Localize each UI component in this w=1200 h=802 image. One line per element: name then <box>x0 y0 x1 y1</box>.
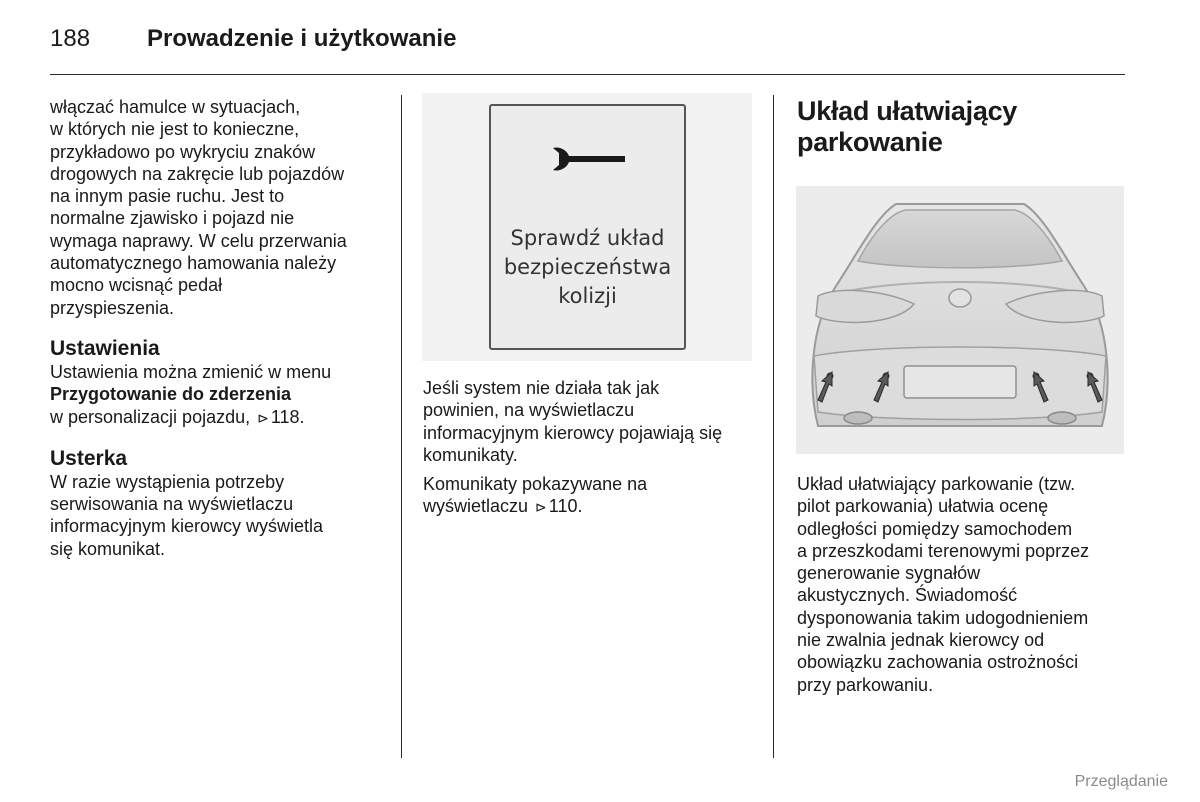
heading-parking-assist <box>797 96 1127 158</box>
text-line: wyświetlaczu <box>423 496 529 517</box>
heading-fault: Usterka <box>50 446 128 470</box>
paragraph-fault <box>50 471 390 560</box>
column-middle <box>423 377 758 526</box>
text-line: przykładowo po wykryciu znaków <box>50 141 316 162</box>
header-rule <box>50 74 1125 75</box>
heading-line: parkowanie <box>797 127 943 157</box>
text-line: mocno wcisnąć pedał <box>50 275 223 296</box>
text-line: Układ ułatwiający parkowanie (tzw. <box>797 474 1076 494</box>
paragraph-settings <box>50 361 390 429</box>
display-figure <box>422 93 752 361</box>
text-line: Jeśli system nie działa tak jak <box>423 378 660 398</box>
text-line: informacyjnym kierowcy wyświetla <box>50 516 324 537</box>
text-line: odległości pomiędzy samochodem <box>797 518 1073 539</box>
text-line: Ustawienia można zmienić w menu <box>50 361 332 382</box>
paragraph-braking <box>50 96 390 319</box>
page-ref-link[interactable]: 110. <box>548 496 583 517</box>
text-line: informacyjnym kierowcy pojawiają się <box>423 422 723 443</box>
text-line: akustycznych. Świadomość <box>797 585 1018 606</box>
text-line: drogowych na zakręcie lub pojazdów <box>50 163 345 184</box>
text-line: W razie wystąpienia potrzeby <box>50 471 285 492</box>
text-line: dysponowania takim udogodnieniem <box>797 607 1089 628</box>
page-header-title: Prowadzenie i użytkowanie <box>147 25 457 52</box>
column-divider-right <box>773 95 774 758</box>
message-line: kolizji <box>558 284 617 308</box>
column-left <box>50 96 390 567</box>
page-ref-link[interactable]: 118. <box>270 406 305 427</box>
column-right <box>797 96 1127 158</box>
text-line: się komunikat. <box>50 538 166 559</box>
display-panel <box>489 104 686 350</box>
text-line: przyspieszenia. <box>50 297 175 318</box>
text-line: pilot parkowania) ułatwia ocenę <box>797 496 1049 517</box>
text-line: przy parkowaniu. <box>797 674 934 695</box>
message-line: Sprawdź układ <box>510 226 665 250</box>
car-rear-illustration <box>796 186 1124 454</box>
text-line: normalne zjawisko i pojazd nie <box>50 208 295 229</box>
page-number: 188 <box>50 25 91 52</box>
text-line: Komunikaty pokazywane na <box>423 474 648 495</box>
column-right-text <box>797 473 1127 703</box>
menu-name: Przygotowanie do zderzenia <box>50 384 292 405</box>
display-message <box>491 224 684 311</box>
text-line: w których nie jest to konieczne, <box>50 119 300 140</box>
heading-line: Układ ułatwiający <box>797 96 1017 126</box>
heading-settings: Ustawienia <box>50 336 160 360</box>
text-line: powinien, na wyświetlaczu <box>423 400 635 421</box>
text-line: a przeszkodami terenowymi poprzez <box>797 540 1090 561</box>
paragraph-parking-assist <box>797 473 1127 696</box>
wrench-icon <box>551 144 627 174</box>
text-line: włączać hamulce w sytuacjach, <box>50 97 301 117</box>
paragraph-system-messages <box>423 377 758 466</box>
page-ref-icon: ⊳ <box>257 409 269 426</box>
paragraph-messages-ref <box>423 473 758 519</box>
text-line: serwisowania na wyświetlaczu <box>50 494 294 515</box>
text-line: wymaga naprawy. W celu przerwania <box>50 230 347 251</box>
text-line: na innym pasie ruchu. Jest to <box>50 186 285 207</box>
message-line: bezpieczeństwa <box>503 255 672 279</box>
text-line: generowanie sygnałów <box>797 563 981 584</box>
text-line: komunikaty. <box>423 444 518 465</box>
page-ref-icon: ⊳ <box>535 499 547 516</box>
text-line: w personalizacji pojazdu, <box>50 406 251 427</box>
column-divider-left <box>401 95 402 758</box>
text-line: obowiązku zachowania ostrożności <box>797 652 1079 673</box>
footer-note: Przeglądanie <box>1074 773 1168 790</box>
text-line: automatycznego hamowania należy <box>50 253 337 274</box>
text-line: nie zwalnia jednak kierowcy od <box>797 630 1045 651</box>
car-rear-figure <box>796 186 1124 454</box>
